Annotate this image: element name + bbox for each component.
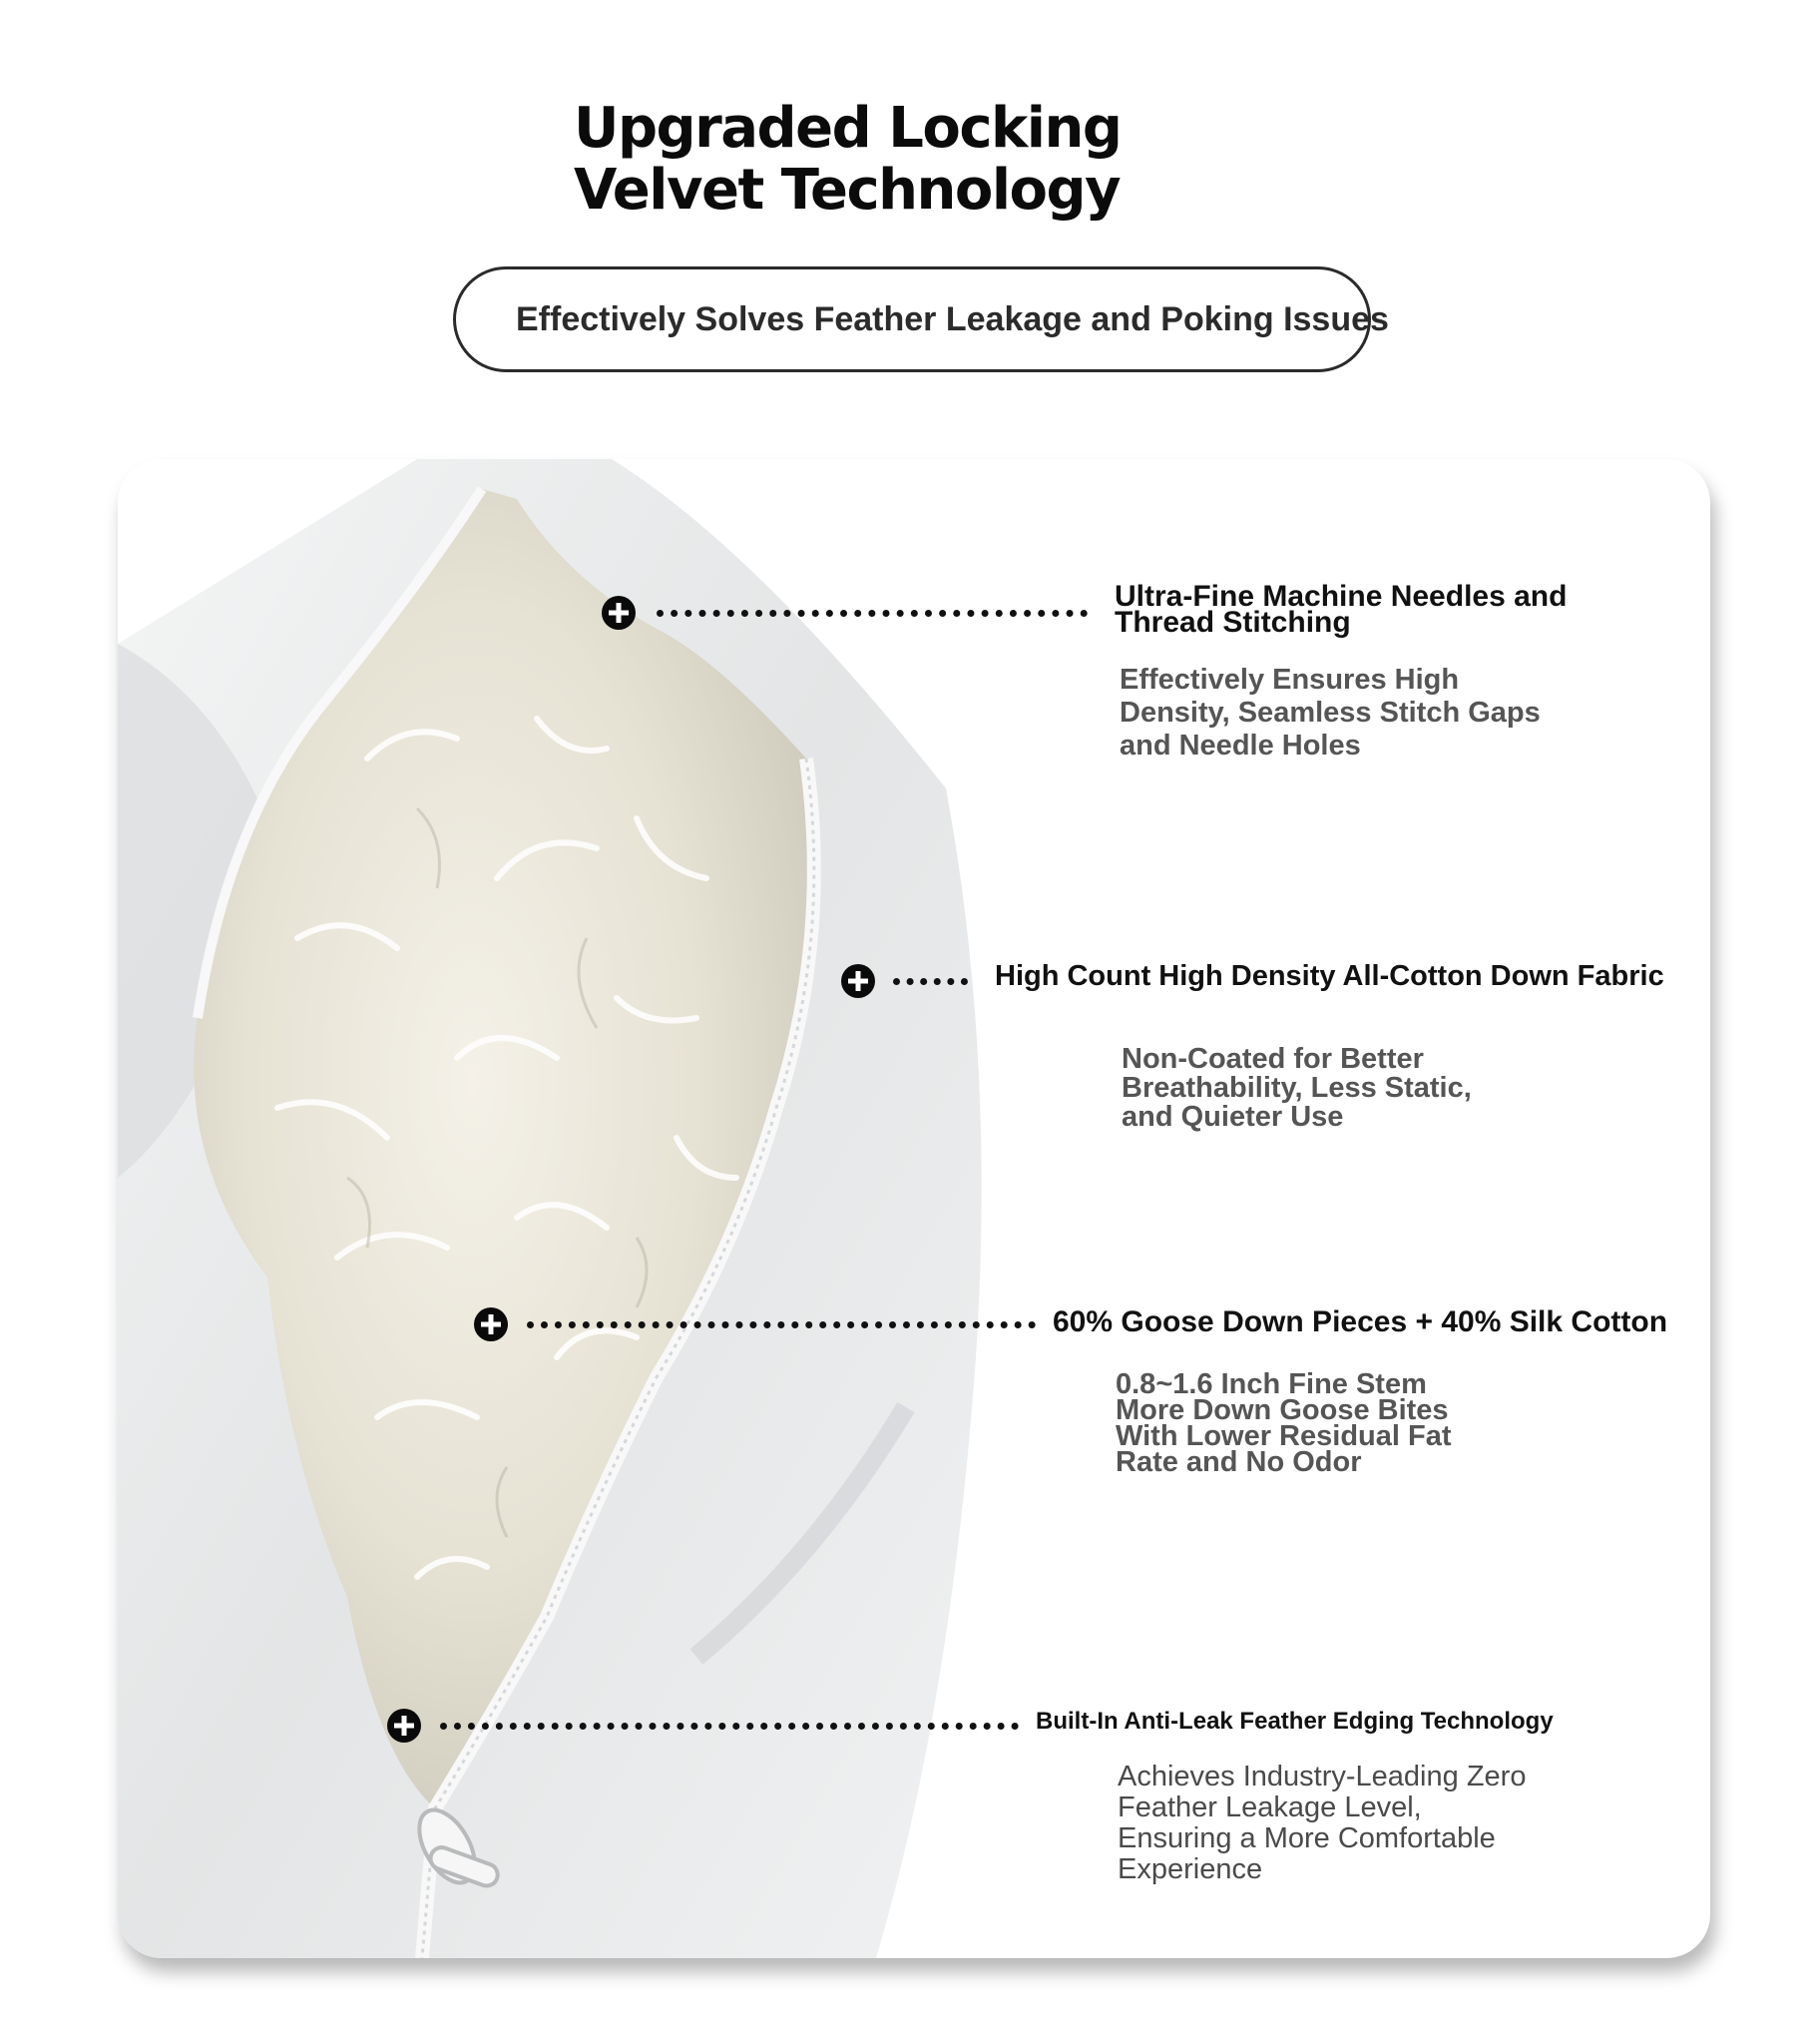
feature-description: Effectively Ensures High Density, Seamless Stitch Gaps and Needle Holes [1120,664,1541,762]
feature-title: Built-In Anti-Leak Feather Edging Technology [1036,1708,1554,1735]
leader-line [657,610,1088,617]
leader-line [893,978,968,985]
feature-title: Ultra-Fine Machine Needles and Thread Stitching [1115,580,1568,639]
plus-circle-icon[interactable] [473,1306,509,1342]
feature-description: Achieves Industry-Leading Zero Feather Leakage Level, Ensuring a More Comfortable Experience [1118,1761,1527,1885]
feature-title: 60% Goose Down Pieces + 40% Silk Cotton [1053,1305,1668,1338]
leader-line [440,1723,1019,1730]
plus-circle-icon[interactable] [840,963,876,999]
feature-description: 0.8~1.6 Inch Fine Stem More Down Goose Bites With Lower Residual Fat Rate and No Odor [1116,1368,1452,1478]
plus-circle-icon[interactable] [386,1708,422,1744]
plus-circle-icon[interactable] [601,595,637,631]
feature-title: High Count High Density All-Cotton Down Fabric [995,960,1664,992]
leader-line [527,1321,1036,1328]
subtitle-text: Effectively Solves Feather Leakage and Poking Issues [516,300,1389,338]
page-title: Upgraded Locking Velvet Technology [574,96,1122,223]
feature-description: Non-Coated for Better Breathability, Less Static, and Quieter Use [1122,1043,1472,1133]
